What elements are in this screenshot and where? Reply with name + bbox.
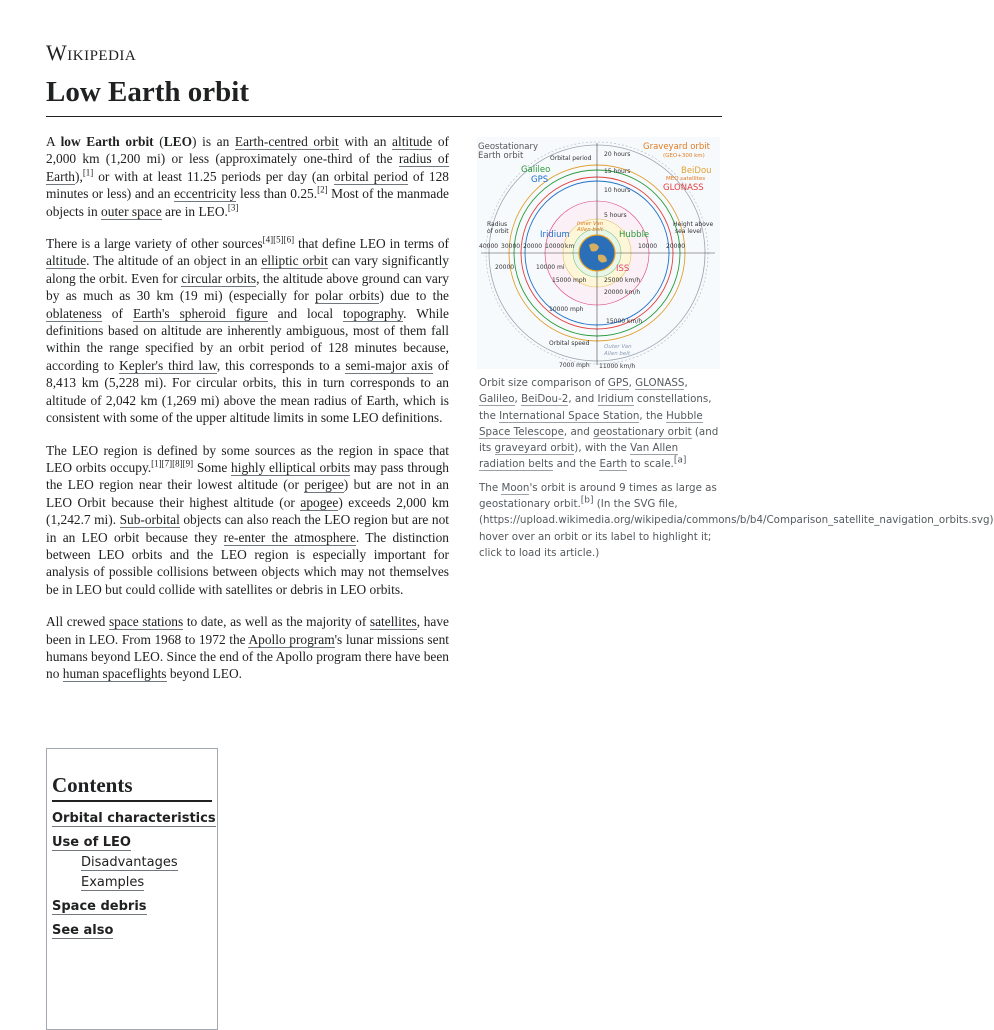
svg-text:Iridium: Iridium bbox=[540, 230, 570, 240]
wiki-link[interactable]: GPS bbox=[607, 377, 629, 389]
wiki-link[interactable]: topography bbox=[343, 305, 404, 321]
toc-item-space-debris[interactable]: Space debris bbox=[52, 899, 147, 914]
svg-text:Allen belt: Allen belt bbox=[577, 227, 603, 233]
wiki-link[interactable]: Apollo program bbox=[248, 631, 335, 647]
citation-link[interactable]: [1] bbox=[82, 167, 94, 178]
paragraph-leo-region: The LEO region is defined by some sources as the region in space that LEO orbits occupy.[1][7][8][9] Some highly elliptical orbits may pass through the LEO region near their lowest altitude (or perigee) but are not in an LEO Orbit because their highest altitude (or apogee) exceeds 2,000 km (1,242.7 mi). Sub-orbital objects can also reach the LEO region but are not in an LEO orbit because they re-enter the atmosphere. The distinction between LEO orbits and the LEO region is especially important for analysis of possible collisions between objects which may not themselves be in LEO but could collide with satellites or debris in LEO orbits. bbox=[46, 442, 449, 597]
svg-text:7000 mph: 7000 mph bbox=[559, 362, 590, 369]
svg-text:10000 mi: 10000 mi bbox=[536, 264, 565, 271]
earth-icon bbox=[579, 235, 615, 271]
wiki-link[interactable]: space stations bbox=[108, 614, 184, 630]
figure-caption-note: The Moon's orbit is around 9 times as large as geostationary orbit.[b] (In the SVG file, (https://upload.wikimedia.org/wikipedia/commons/b/b4/Comparison_satellite_navigation_orbits.svg) hover over an orbit or its label to highlight it; click to load its article.) bbox=[479, 481, 994, 559]
svg-text:10000 mph: 10000 mph bbox=[549, 306, 584, 313]
svg-text:15000 km/h: 15000 km/h bbox=[606, 318, 643, 325]
svg-text:11000 km/h: 11000 km/h bbox=[599, 363, 636, 370]
orbit-figure bbox=[477, 137, 994, 682]
svg-text:10000: 10000 bbox=[638, 243, 658, 250]
toc-item-disadvantages[interactable]: Disadvantages bbox=[81, 855, 178, 870]
wiki-link[interactable]: Earth bbox=[599, 458, 628, 471]
toc-item-orbital-characteristics[interactable]: Orbital characteristics bbox=[52, 811, 216, 826]
svg-text:sea level: sea level bbox=[675, 228, 702, 235]
figure-caption: Orbit size comparison of GPS, GLONASS, Galileo, BeiDou-2, and Iridium constellations, the International Space Station, the Hubble Space Telescope, and geostationary orbit (and its graveyard orbit), with the Van Allen radiation belts and the Earth to scale.[a] bbox=[479, 377, 719, 471]
svg-text:Geostationary: Geostationary bbox=[478, 142, 539, 152]
svg-text:Orbital period: Orbital period bbox=[550, 155, 592, 162]
title-divider bbox=[46, 116, 722, 117]
wiki-link[interactable]: Earth-centred orbit bbox=[234, 134, 339, 149]
svg-text:20000: 20000 bbox=[666, 243, 686, 250]
wiki-link[interactable]: polar orbits bbox=[315, 288, 380, 304]
svg-text:20000 km/h: 20000 km/h bbox=[604, 289, 641, 296]
wiki-link[interactable]: Kepler's third law bbox=[119, 357, 217, 373]
svg-text:Height above: Height above bbox=[673, 221, 714, 228]
svg-text:Allen belt: Allen belt bbox=[604, 351, 630, 357]
wiki-link[interactable]: Hubble Space Telescope bbox=[479, 409, 703, 438]
svg-text:GPS: GPS bbox=[531, 175, 549, 185]
wiki-link[interactable]: altitude bbox=[392, 134, 433, 149]
svg-text:Galileo: Galileo bbox=[521, 165, 551, 175]
svg-text:Outer Van: Outer Van bbox=[604, 344, 632, 350]
wiki-link[interactable]: radius of Earth bbox=[46, 151, 449, 184]
wiki-link[interactable]: Iridium bbox=[597, 393, 634, 406]
wiki-link[interactable]: apogee bbox=[300, 494, 339, 510]
bold-term: LEO bbox=[163, 134, 193, 149]
article-body bbox=[46, 133, 994, 698]
wiki-link[interactable]: outer space bbox=[101, 203, 162, 219]
svg-text:10000: 10000 bbox=[545, 243, 565, 250]
citation-link[interactable]: [b] bbox=[580, 495, 594, 506]
wiki-link[interactable]: altitude bbox=[46, 253, 87, 269]
wiki-link[interactable]: eccentricity bbox=[173, 186, 237, 202]
svg-text:Inner Van: Inner Van bbox=[577, 221, 604, 227]
wiki-link[interactable]: geostationary orbit bbox=[593, 425, 692, 438]
svg-text:40000: 40000 bbox=[479, 243, 499, 250]
svg-text:10 hours: 10 hours bbox=[604, 187, 631, 194]
svg-text:Earth orbit: Earth orbit bbox=[478, 151, 524, 161]
paragraph-intro: A low Earth orbit (LEO) is an Earth-centred orbit with an altitude of 2,000 km (1,200 mi) or less (approximately one-third of the radius of Earth),[1] or with at least 11.25 periods per day (an orbital period of 128 minutes or less) and an eccentricity less than 0.25.[2] Most of the manmade objects in outer space are in LEO.[3] bbox=[46, 134, 449, 219]
citation-link[interactable]: [3] bbox=[227, 202, 239, 213]
wiki-link[interactable]: BeiDou-2 bbox=[521, 393, 569, 406]
bold-term: low Earth orbit bbox=[60, 134, 154, 149]
svg-text:GLONASS: GLONASS bbox=[663, 183, 704, 193]
svg-text:Radius: Radius bbox=[487, 221, 508, 228]
wiki-link[interactable]: human spaceflights bbox=[62, 666, 167, 682]
wiki-link[interactable]: orbital period bbox=[333, 168, 408, 184]
orbit-comparison-diagram[interactable] bbox=[477, 137, 720, 369]
wiki-link[interactable]: re-enter the atmosphere bbox=[223, 529, 356, 545]
toc-item-use-of-leo[interactable]: Use of LEO bbox=[52, 835, 131, 850]
paragraph-definitions: There is a large variety of other sources[4][5][6] that define LEO in terms of altitude. The altitude of an object in an elliptic orbit can vary significantly along the orbit. Even for circular orbits, the altitude above ground can vary by as much as 30 km (19 mi) (especially for polar orbits) due to the oblateness of Earth's spheroid figure and local topography. While definitions based on altitude are inherently ambiguous, most of them fall within the range specified by an orbit period of 128 minutes because, according to Kepler's third law, this corresponds to a semi-major axis of 8,413 km (5,228 mi). For circular orbits, this in turn corresponds to an altitude of 2,042 km (1,269 mi) above the mean radius of Earth, which is consistent with some of the upper altitude limits in some LEO definitions. bbox=[46, 234, 450, 426]
svg-text:30000: 30000 bbox=[501, 243, 521, 250]
paragraph-crewed: All crewed space stations to date, as well as the majority of satellites, have been in LEO. From 1968 to 1972 the Apollo program's lunar missions sent humans beyond LEO. Since the end of the Apollo program there have been no human spaceflights beyond LEO. bbox=[46, 614, 449, 682]
wiki-link[interactable]: Moon bbox=[501, 481, 530, 494]
svg-text:20 hours: 20 hours bbox=[604, 151, 631, 158]
page-title: Low Earth orbit bbox=[46, 76, 249, 108]
wiki-link[interactable]: circular orbits bbox=[181, 270, 257, 286]
wikipedia-wordmark[interactable]: Wikipedia bbox=[46, 40, 137, 65]
svg-text:MEO satellites: MEO satellites bbox=[666, 176, 706, 182]
svg-text:Hubble: Hubble bbox=[619, 230, 650, 240]
wiki-link[interactable]: Sub-orbital bbox=[119, 512, 180, 528]
svg-text:20000: 20000 bbox=[523, 243, 543, 250]
wiki-link[interactable]: International Space Station bbox=[499, 409, 640, 422]
wiki-link[interactable]: semi-major axis bbox=[345, 357, 433, 373]
wiki-link[interactable]: satellites bbox=[369, 614, 417, 630]
svg-text:20000: 20000 bbox=[495, 264, 515, 271]
toc-item-see-also[interactable]: See also bbox=[52, 923, 114, 938]
svg-text:15 hours: 15 hours bbox=[604, 168, 631, 175]
svg-text:km: km bbox=[565, 243, 575, 250]
toc-list bbox=[52, 808, 217, 941]
wiki-link[interactable]: Earth's spheroid figure bbox=[132, 305, 268, 321]
table-of-contents bbox=[46, 748, 218, 1030]
svg-text:Orbital speed: Orbital speed bbox=[549, 340, 590, 347]
wiki-link[interactable]: Van Allen radiation belts bbox=[479, 442, 679, 471]
svg-text:BeiDou: BeiDou bbox=[681, 166, 712, 176]
citation-link[interactable]: [a] bbox=[673, 456, 687, 467]
citation-link[interactable]: [2] bbox=[317, 184, 328, 195]
svg-text:of orbit: of orbit bbox=[487, 228, 509, 235]
citation-link[interactable]: [1][7][8][9] bbox=[151, 458, 194, 469]
wiki-link[interactable]: elliptic orbit bbox=[261, 253, 328, 269]
svg-text:15000 mph: 15000 mph bbox=[552, 277, 587, 284]
wiki-link[interactable]: graveyard orbit bbox=[494, 442, 575, 455]
toc-item-examples[interactable]: Examples bbox=[81, 875, 145, 890]
wiki-link[interactable]: highly elliptical orbits bbox=[231, 459, 351, 475]
svg-text:ISS: ISS bbox=[616, 264, 630, 274]
wiki-link[interactable]: GLONASS bbox=[635, 377, 685, 389]
wiki-link[interactable]: oblateness bbox=[46, 305, 102, 321]
svg-text:(GEO+300 km): (GEO+300 km) bbox=[663, 153, 705, 159]
svg-text:Graveyard orbit: Graveyard orbit bbox=[643, 142, 711, 152]
toc-title: Contents bbox=[52, 773, 212, 802]
svg-text:25000 km/h: 25000 km/h bbox=[604, 277, 641, 284]
citation-link[interactable]: [4][5][6] bbox=[262, 234, 295, 245]
wiki-link[interactable]: Galileo bbox=[479, 393, 515, 406]
svg-text:5 hours: 5 hours bbox=[604, 212, 627, 219]
wiki-link[interactable]: perigee bbox=[304, 477, 344, 493]
